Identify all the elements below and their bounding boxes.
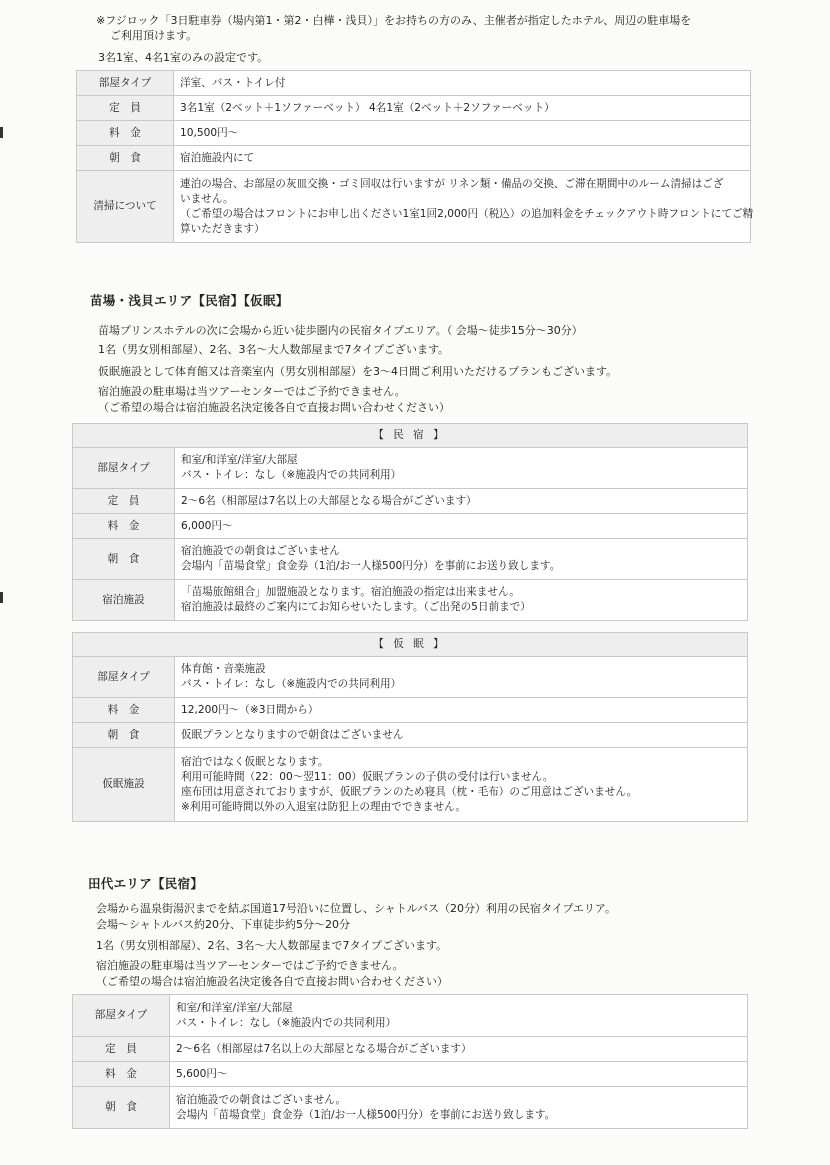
capacity-label: 定 員 xyxy=(73,1037,170,1062)
facility-value xyxy=(175,748,748,822)
scan-mark xyxy=(0,592,3,603)
price-label: 料 金 xyxy=(73,698,175,723)
facility-line-1: 「苗場旅館組合」加盟施設となります。宿泊施設の指定は出来ません。 xyxy=(181,586,520,598)
room-type-line-2: バス・トイレ：なし（※施設内での共同利用） xyxy=(181,469,402,481)
facility-label: 宿泊施設 xyxy=(73,580,175,621)
room-type-line-1: 体育館・音楽施設 xyxy=(181,663,266,675)
breakfast-label: 朝 食 xyxy=(77,146,174,171)
tashiro-paragraph-3: 1名（男女別相部屋）、2名、3名～大人数部屋まで7タイプございます。 xyxy=(96,939,448,952)
price-label: 料 金 xyxy=(73,1062,170,1087)
scan-mark xyxy=(0,127,3,138)
tashiro-paragraph-4: 宿泊施設の駐車場は当ツアーセンターではご予約できません。 xyxy=(96,959,404,972)
price-value: 5,600円～ xyxy=(170,1062,748,1087)
minshuku-table xyxy=(72,423,748,621)
breakfast-line-1: 宿泊施設での朝食はございません。 xyxy=(176,1093,347,1106)
breakfast-label: 朝 食 xyxy=(73,723,175,748)
cleaning-line-3: （ご希望の場合はフロントにお申し出ください1室1回2,000円（税込）の追加料金をチェックアウト時フロントにてご精 xyxy=(180,207,754,220)
breakfast-value: 宿泊施設内にて xyxy=(174,146,751,171)
room-type-line-1: 和室/和洋室/洋室/大部屋 xyxy=(181,454,298,466)
room-type-line-2: バス・トイレ：なし（※施設内での共同利用） xyxy=(176,1016,397,1029)
room-type-label: 部屋タイプ xyxy=(73,657,175,698)
hotel-table xyxy=(76,70,754,243)
kamin-table xyxy=(72,632,748,822)
room-type-value xyxy=(170,995,748,1037)
tashiro-heading: 田代エリア【民宿】 xyxy=(88,876,204,891)
tashiro-paragraph-2: 会場～シャトルバス約20分、下車徒歩約5分～20分 xyxy=(96,918,351,931)
kamin-table-title: 【 仮 眠 】 xyxy=(73,633,748,657)
breakfast-line-2: 会場内「苗場食堂」食金券（1泊/お一人様500円分）を事前にお送り致します。 xyxy=(176,1108,556,1121)
room-type-line-1: 和室/和洋室/洋室/大部屋 xyxy=(176,1001,293,1014)
price-value: 10,500円～ xyxy=(174,121,751,146)
room-type-label: 部屋タイプ xyxy=(73,448,175,489)
intro-setting: 3名1室、4名1室のみの設定です。 xyxy=(98,51,269,64)
room-type-line-2: バス・トイレ：なし（※施設内での共同利用） xyxy=(181,678,402,690)
facility-line-3: 座布団は用意されておりますが、仮眠プランのため寝具（枕・毛布）のご用意はございません。 xyxy=(181,785,638,798)
room-type-label: 部屋タイプ xyxy=(77,71,174,96)
price-label: 料 金 xyxy=(73,514,175,539)
room-type-value xyxy=(175,448,748,489)
naeba-heading: 苗場・浅貝エリア【民宿】【仮眠】 xyxy=(90,293,289,308)
facility-line-2: 宿泊施設は最終のご案内にてお知らせいたします。（ご出発の5日前まで） xyxy=(181,601,531,613)
breakfast-value xyxy=(170,1087,748,1129)
room-type-value: 洋室、バス・トイレ付 xyxy=(174,71,751,96)
naeba-paragraph-3: 仮眠施設として体育館又は音楽室内（男女別相部屋）を3～4日間ご利用いただけるプランもございます。 xyxy=(98,365,618,378)
intro-note-2: ご利用頂けます。 xyxy=(110,29,198,42)
capacity-value: 2～6名（相部屋は7名以上の大部屋となる場合がございます） xyxy=(175,489,748,514)
price-value: 12,200円～（※3日間から） xyxy=(175,698,748,723)
capacity-label: 定 員 xyxy=(73,489,175,514)
capacity-value: 3名1室（2ベット＋1ソファーベット） 4名1室（2ベット＋2ソファーベット） xyxy=(174,96,751,121)
capacity-label: 定 員 xyxy=(77,96,174,121)
facility-line-1: 宿泊ではなく仮眠となります。 xyxy=(181,755,329,768)
price-label: 料 金 xyxy=(77,121,174,146)
capacity-value: 2～6名（相部屋は7名以上の大部屋となる場合がございます） xyxy=(170,1037,748,1062)
cleaning-line-2: いません。 xyxy=(180,192,234,205)
facility-line-2: 利用可能時間（22：00～翌11：00）仮眠プランの子供の受付は行いません。 xyxy=(181,770,554,783)
breakfast-line-1: 宿泊施設での朝食はございません xyxy=(181,545,340,557)
cleaning-value xyxy=(174,171,754,243)
breakfast-line-2: 会場内「苗場食堂」食金券（1泊/お一人様500円分）を事前にお送り致します。 xyxy=(181,560,561,572)
naeba-paragraph-5: （ご希望の場合は宿泊施設名決定後各自で直接お問い合わせください） xyxy=(98,401,450,414)
breakfast-label: 朝 食 xyxy=(73,1087,170,1129)
facility-value xyxy=(175,580,748,621)
tashiro-paragraph-1: 会場から温泉街湯沢までを結ぶ国道17号沿いに位置し、シャトルバス（20分）利用の民宿タイプエリア。 xyxy=(96,902,617,915)
tashiro-table xyxy=(72,994,748,1129)
breakfast-value xyxy=(175,539,748,580)
breakfast-value: 仮眠プランとなりますので朝食はございません xyxy=(175,723,748,748)
facility-line-4: ※利用可能時間以外の入退室は防犯上の理由でできません。 xyxy=(181,800,466,813)
intro-note-1: ※フジロック「3日駐車券（場内第1・第2・白樺・浅貝）」をお持ちの方のみ、主催者が指定したホテル、周辺の駐車場を xyxy=(96,14,692,27)
price-value: 6,000円～ xyxy=(175,514,748,539)
tashiro-paragraph-5: （ご希望の場合は宿泊施設名決定後各自で直接お問い合わせください） xyxy=(96,975,448,988)
minshuku-table-title: 【 民 宿 】 xyxy=(73,424,748,448)
room-type-value xyxy=(175,657,748,698)
naeba-paragraph-1: 苗場プリンスホテルの次に会場から近い徒歩圏内の民宿タイプエリア。（ 会場〜徒歩15分〜30分） xyxy=(98,324,583,337)
facility-label: 仮眠施設 xyxy=(73,748,175,822)
naeba-paragraph-4: 宿泊施設の駐車場は当ツアーセンターではご予約できません。 xyxy=(98,385,406,398)
naeba-paragraph-2: 1名（男女別相部屋）、2名、3名～大人数部屋まで7タイプございます。 xyxy=(98,343,450,356)
room-type-label: 部屋タイプ xyxy=(73,995,170,1037)
cleaning-label: 清掃について xyxy=(77,171,174,243)
cleaning-line-1: 連泊の場合、お部屋の灰皿交換・ゴミ回収は行いますが リネン類・備品の交換、ご滞在期間中のルーム清掃はござ xyxy=(180,177,724,190)
breakfast-label: 朝 食 xyxy=(73,539,175,580)
cleaning-line-4: 算いただきます） xyxy=(180,222,265,235)
